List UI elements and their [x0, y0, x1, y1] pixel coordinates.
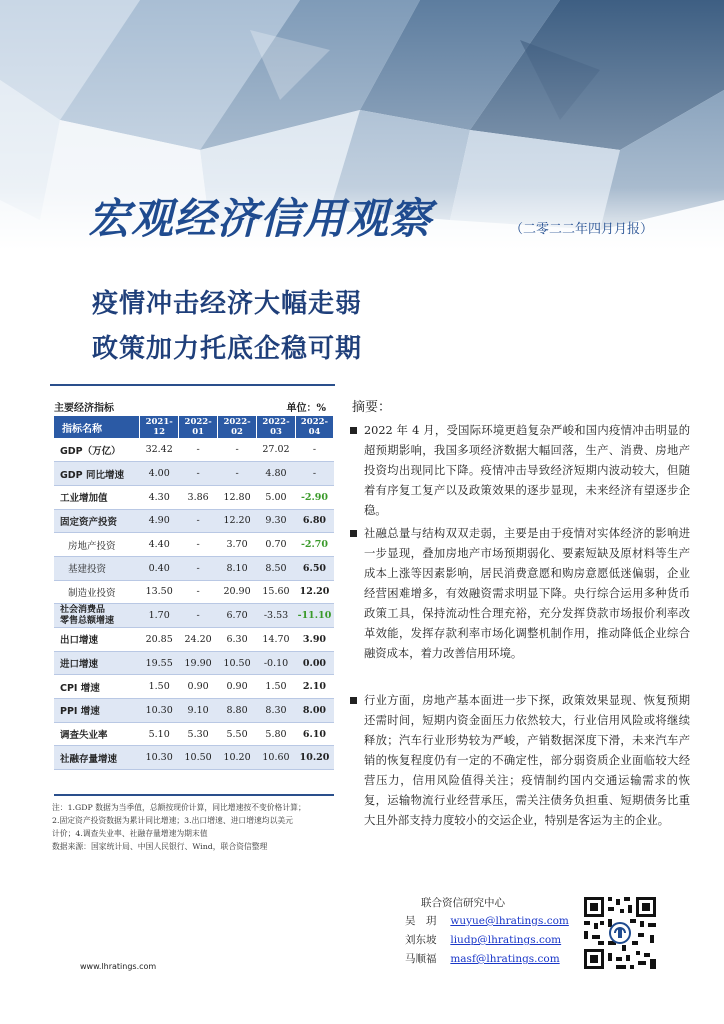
contact-row [405, 913, 569, 928]
contact-email-link[interactable]: masf@lhratings.com [450, 953, 560, 965]
cell: - [179, 533, 218, 557]
note-line: 计价；4.调查失业率、社融存量增速为期末值 [52, 829, 208, 838]
row-name: 固定资产投资 [54, 509, 140, 533]
abstract-bullet-2 [350, 524, 690, 664]
cell: - [179, 462, 218, 486]
col-header: 2021-12 [140, 416, 179, 438]
cell-latest: 8.00 [295, 699, 333, 723]
cell: 9.30 [257, 509, 296, 533]
bullet-text: 行业方面，房地产基本面进一步下探，政策效果显现、恢复预期还需时间，短期内资金面压力依然较大，行业信用风险或将继续释放；汽车行业形势较为严峻，产销数据深度下滑，未来汽车产销的恢复程度仍有一定的不确定性，部分弱资质企业面临较大经营压力，信用风险值得关注；疫情制约国内交通运输需求的恢复，运输物流行业经营承压，需关注债务负担重、短期债务比重大且外部支持力度较小的交运企业，特别是客运为主的企业。 [364, 694, 690, 827]
table-row [54, 509, 334, 533]
cell: 1.50 [140, 675, 179, 699]
row-name: 进口增速 [54, 651, 140, 675]
report-period: （二零二二年四月月报） [510, 222, 654, 237]
table-row [54, 533, 334, 557]
col-header: 2022-03 [257, 416, 296, 438]
table-row [54, 628, 334, 652]
cell: 8.80 [218, 699, 257, 723]
cell: 4.30 [140, 485, 179, 509]
cell: 4.00 [140, 462, 179, 486]
cell-latest: 6.50 [295, 556, 333, 580]
report-title: 宏观经济信用观察 [88, 194, 433, 243]
contact-name: 马顺福 [405, 953, 437, 965]
cell-latest: 12.20 [295, 580, 333, 604]
headline-2: 政策加力托底企稳可期 [92, 334, 363, 364]
row-name-line-2: 零售总额增速 [60, 615, 115, 626]
bullet-square-icon [350, 530, 357, 537]
cell: 3.70 [218, 533, 257, 557]
footer-website: www.lhratings.com [80, 962, 157, 971]
abstract-bullet-1 [350, 421, 690, 521]
cell: - [295, 438, 333, 462]
cell: 0.90 [179, 675, 218, 699]
table-row [54, 556, 334, 580]
row-name-line-1: 社会消费品 [60, 604, 106, 615]
row-name [54, 604, 140, 628]
cell: 0.40 [140, 556, 179, 580]
row-name: GDP 同比增速 [54, 462, 140, 486]
cell: 10.20 [218, 746, 257, 770]
table-header-row [54, 416, 334, 438]
table-row [54, 746, 334, 770]
row-name: PPI 增速 [54, 699, 140, 723]
cell: 10.60 [257, 746, 296, 770]
contact-name: 刘东坡 [405, 934, 437, 946]
cell: - [218, 438, 257, 462]
note-line: 2.固定资产投资数据为累计同比增速；3.出口增速、进口增速均以美元 [52, 816, 293, 825]
cell: 5.30 [179, 722, 218, 746]
col-header: 2022-01 [179, 416, 218, 438]
note-line: 注：1.GDP 数据为当季值，总额按现价计算，同比增速按不变价格计算； [52, 803, 306, 812]
cell-latest: -2.90 [295, 485, 333, 509]
cell: - [179, 556, 218, 580]
table-row [54, 651, 334, 675]
cell: 8.30 [257, 699, 296, 723]
table-bottom-rule [54, 794, 334, 796]
table-top-rule [50, 384, 335, 386]
cell: 1.70 [140, 604, 179, 628]
cell-latest: -2.70 [295, 533, 333, 557]
cell: 24.20 [179, 628, 218, 652]
table-row [54, 462, 334, 486]
table-row [54, 485, 334, 509]
row-name: 出口增速 [54, 628, 140, 652]
row-name: 调查失业率 [54, 722, 140, 746]
cell: 10.50 [218, 651, 257, 675]
cell: 4.90 [140, 509, 179, 533]
table-row [54, 580, 334, 604]
headline-1: 疫情冲击经济大幅走弱 [92, 289, 363, 319]
cell: 12.20 [218, 509, 257, 533]
cell-latest: 3.90 [295, 628, 333, 652]
table-row [54, 675, 334, 699]
cell: 0.70 [257, 533, 296, 557]
col-header: 2022-02 [218, 416, 257, 438]
cell: -0.10 [257, 651, 296, 675]
cell: -3.53 [257, 604, 296, 628]
contact-row [405, 951, 560, 966]
cell: 10.30 [140, 699, 179, 723]
cell: - [218, 462, 257, 486]
abstract-bullet-3 [350, 691, 690, 831]
cell: 12.80 [218, 485, 257, 509]
cell-latest: 2.10 [295, 675, 333, 699]
row-name: 基建投资 [54, 556, 140, 580]
cell: 27.02 [257, 438, 296, 462]
cell: 5.10 [140, 722, 179, 746]
row-name: CPI 增速 [54, 675, 140, 699]
row-name: 制造业投资 [54, 580, 140, 604]
col-header: 2022-04 [295, 416, 333, 438]
cell-latest: 6.80 [295, 509, 333, 533]
cell: 20.85 [140, 628, 179, 652]
cell: 4.40 [140, 533, 179, 557]
table-row [54, 722, 334, 746]
table-row [54, 699, 334, 723]
cell: 3.86 [179, 485, 218, 509]
qr-code-icon [582, 895, 658, 971]
table-unit: 单位：% [286, 403, 326, 414]
contact-email-link[interactable]: wuyue@lhratings.com [450, 915, 569, 927]
indicator-table [54, 416, 334, 770]
cell: 5.50 [218, 722, 257, 746]
cell: 10.50 [179, 746, 218, 770]
cell: 1.50 [257, 675, 296, 699]
cell: 19.90 [179, 651, 218, 675]
cell: 8.10 [218, 556, 257, 580]
cell: 5.00 [257, 485, 296, 509]
cell: 20.90 [218, 580, 257, 604]
cell: - [295, 462, 333, 486]
cell: 4.80 [257, 462, 296, 486]
cell: 14.70 [257, 628, 296, 652]
research-center-name: 联合资信研究中心 [421, 897, 505, 909]
cell: 6.70 [218, 604, 257, 628]
row-name: 工业增加值 [54, 485, 140, 509]
table-title: 主要经济指标 [54, 403, 114, 414]
cell: 0.90 [218, 675, 257, 699]
cell-latest: 10.20 [295, 746, 333, 770]
bullet-text: 2022 年 4 月，受国际环境更趋复杂严峻和国内疫情冲击明显的超预期影响，我国多项经济数据大幅回落，生产、消费、房地产投资均出现同比下降。疫情冲击导致经济短期内波动较大，但随着有序复工复产以及政策效果的逐步显现，未来经济有望逐步企稳。 [364, 424, 690, 517]
cell: 6.30 [218, 628, 257, 652]
bullet-text: 社融总量与结构双双走弱，主要是由于疫情对实体经济的影响进一步显现，叠加房地产市场预期弱化、要素短缺及原材料等生产成本上涨等因素影响，居民消费意愿和购房意愿低迷偏弱，企业经营困难增多，有效融资需求明显下降。央行综合运用多种货币政策工具，保持流动性合理充裕，充分发挥贷款市场报价利率改革效能，发挥存款利率市场化调整机制作用，推动降低企业综合融资成本，着力改善信用环境。 [364, 527, 690, 660]
table-row [54, 438, 334, 462]
row-name: GDP（万亿） [54, 438, 140, 462]
row-name: 房地产投资 [54, 533, 140, 557]
contact-row [405, 932, 561, 947]
cell: 13.50 [140, 580, 179, 604]
table-notes [52, 801, 342, 853]
cell: 8.50 [257, 556, 296, 580]
cell-latest: -11.10 [295, 604, 333, 628]
bullet-square-icon [350, 427, 357, 434]
cell: 10.30 [140, 746, 179, 770]
cell: - [179, 580, 218, 604]
cell: - [179, 509, 218, 533]
col-header: 指标名称 [54, 416, 140, 438]
cell: 5.80 [257, 722, 296, 746]
cell: 15.60 [257, 580, 296, 604]
contact-email-link[interactable]: liudp@lhratings.com [450, 934, 562, 946]
cell: - [179, 604, 218, 628]
cell: 9.10 [179, 699, 218, 723]
contact-name: 吴 玥 [405, 915, 437, 927]
cell-latest: 6.10 [295, 722, 333, 746]
abstract-label: 摘要： [352, 400, 392, 415]
cell: - [179, 438, 218, 462]
bullet-square-icon [350, 697, 357, 704]
cell: 19.55 [140, 651, 179, 675]
cell-latest: 0.00 [295, 651, 333, 675]
cell: 32.42 [140, 438, 179, 462]
row-name: 社融存量增速 [54, 746, 140, 770]
data-source: 数据来源：国家统计局、中国人民银行、Wind，联合资信整理 [52, 842, 268, 851]
table-row [54, 604, 334, 628]
